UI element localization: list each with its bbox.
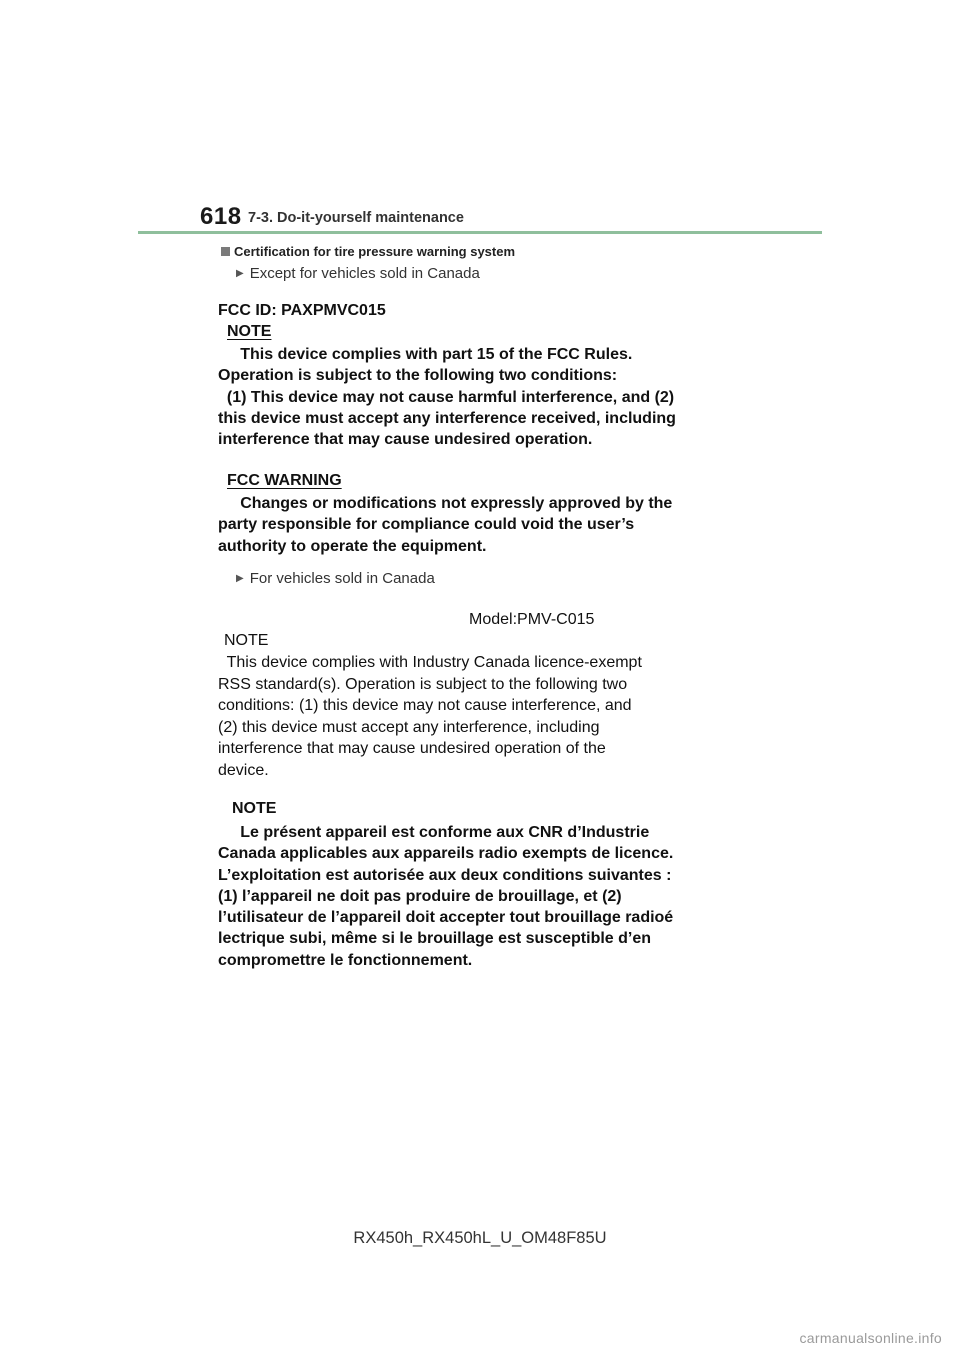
- note-label-us: NOTE: [227, 323, 272, 340]
- square-bullet-icon: [221, 247, 230, 256]
- note-label-fr: NOTE: [232, 800, 277, 817]
- section-heading: [221, 244, 515, 259]
- note-label-en: NOTE: [224, 632, 269, 649]
- header-rule: [138, 231, 822, 234]
- document-code: RX450h_RX450hL_U_OM48F85U: [353, 1229, 607, 1247]
- note-text-fr: Le présent appareil est conforme aux CNR d’Industrie Canada applicables aux appareils radio exempts de licence. L’exploitation est autorisée aux deux conditions suivantes : (1) l’appareil ne doit pas produire de brouillage, et (2) l’utilisateur de l’appareil doit accepter tout brouillage radioé lectrique subi, même si le brouillage est susceptible d’en compromettre le fonctionnement.: [218, 824, 674, 969]
- bullet-us-text: Except for vehicles sold in Canada: [249, 265, 480, 282]
- model-number: Model:PMV-C015: [469, 611, 595, 628]
- triangle-right-icon: ▶: [236, 573, 244, 584]
- triangle-right-icon: ▶: [236, 268, 244, 279]
- fcc-id: FCC ID: PAXPMVC015: [218, 302, 386, 319]
- note-text-en: This device complies with Industry Canada licence-exempt RSS standard(s). Operation is subject to the following two conditions: (1) this device may not cause interference, and (2) this device must accept any interference, including interference that may cause undesired operation of the device.: [218, 654, 642, 779]
- section-heading-text: Certification for tire pressure warning system: [234, 244, 516, 259]
- fcc-warning-text: Changes or modifications not expressly approved by the party responsible for compliance could void the user’s authority to operate the equipment.: [218, 495, 673, 555]
- bullet-canada-text: For vehicles sold in Canada: [249, 570, 435, 587]
- fcc-warning-label: FCC WARNING: [227, 472, 342, 489]
- bullet-us: [236, 265, 480, 282]
- note-text-us: This device complies with part 15 of the FCC Rules. Operation is subject to the following two conditions: (1) This device may not cause harmful interference, and (2) this device must accept any interference received, including interference that may cause undesired operation.: [218, 346, 676, 449]
- watermark: carmanualsonline.info: [799, 1330, 942, 1346]
- section-title: 7-3. Do-it-yourself maintenance: [248, 210, 464, 226]
- bullet-canada: [236, 570, 435, 587]
- page-number: 618: [200, 203, 242, 230]
